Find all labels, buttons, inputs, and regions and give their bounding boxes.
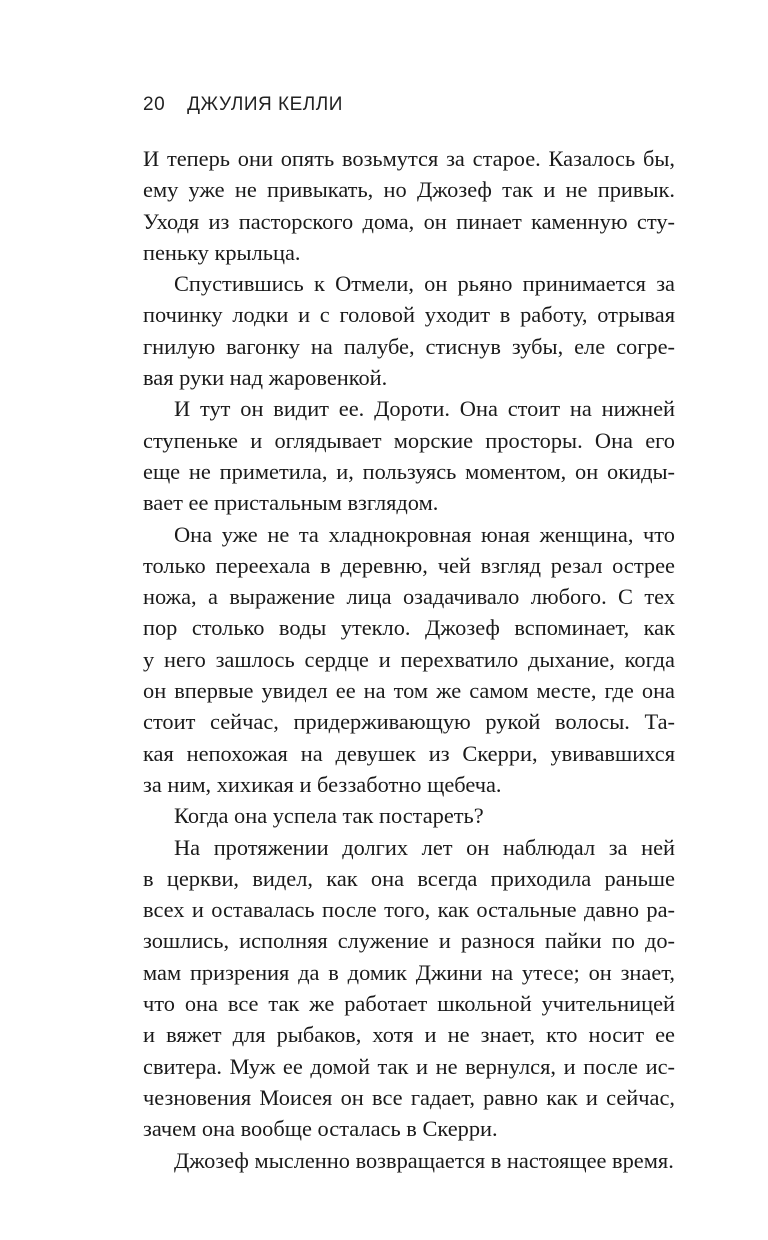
paragraph	[143, 143, 675, 268]
text-line: ему уже не привыкать, но Джозеф так и не привык.	[143, 177, 675, 203]
text-line: еще не приметила, и, пользуясь моментом, он окиды-	[143, 458, 675, 484]
text-line: у него зашлось сердце и перехватило дыхание, когда	[143, 646, 675, 672]
text-line: только переехала в деревню, чей взгляд резал острее	[143, 552, 675, 578]
paragraph	[143, 832, 675, 1145]
paragraph	[143, 268, 675, 393]
text-line: чезновения Моисея он все гадает, равно как и сейчас,	[143, 1084, 675, 1110]
text-line: в церкви, видел, как она всегда приходила раньше	[143, 865, 675, 891]
page-number: 20	[143, 94, 166, 115]
text-line: Когда она успела так постареть?	[174, 803, 484, 829]
text-line: И теперь они опять возьмутся за старое. Казалось бы,	[143, 146, 675, 171]
text-line: И тут он видит ее. Дороти. Она стоит на нижней	[174, 396, 675, 422]
text-line: кая непохожая на девушек из Скерри, увивавшихся	[143, 740, 675, 766]
body-text	[143, 143, 675, 1176]
text-line: пеньку крыльца.	[143, 239, 301, 265]
paragraph	[143, 393, 675, 518]
text-line: вая руки над жаровенкой.	[143, 365, 388, 391]
text-line: зачем она вообще осталась в Скерри.	[143, 1116, 498, 1142]
text-line: починку лодки и с головой уходит в работу, отрывая	[143, 302, 675, 328]
text-line: свитера. Муж ее домой так и не вернулся, и после ис-	[143, 1053, 675, 1079]
text-line: что она все так же работает школьной учительницей	[143, 991, 675, 1017]
text-line: зошлись, исполняя служение и разнося пайки по до-	[143, 928, 675, 954]
paragraph	[143, 800, 675, 831]
text-line: он впервые увидел ее на том же самом месте, где она	[143, 678, 675, 704]
running-head	[143, 94, 343, 116]
text-line: гнилую вагонку на палубе, стиснув зубы, еле согре-	[143, 333, 675, 359]
text-line: ступеньке и оглядывает морские просторы. Она его	[143, 427, 675, 453]
text-line: вает ее пристальным взглядом.	[143, 490, 439, 516]
text-line: стоит сейчас, придерживающую рукой волосы. Та-	[143, 709, 675, 735]
text-line: Джозеф мысленно возвращается в настоящее время.	[174, 1147, 674, 1173]
text-line: за ним, хихикая и беззаботно щебеча.	[143, 771, 502, 797]
text-line: Она уже не та хладнокровная юная женщина, что	[174, 521, 675, 547]
text-line: и вяжет для рыбаков, хотя и не знает, кто носит ее	[143, 1022, 675, 1048]
paragraph	[143, 1145, 675, 1176]
text-line: пор столько воды утекло. Джозеф вспоминает, как	[143, 615, 675, 641]
text-line: ножа, а выражение лица озадачивало любого. С тех	[143, 584, 675, 610]
text-line: всех и оставалась после того, как остальные давно ра-	[143, 897, 675, 923]
text-line: Спустившись к Отмели, он рьяно принимается за	[174, 271, 675, 297]
paragraph	[143, 519, 675, 801]
text-line: Уходя из пасторского дома, он пинает каменную сту-	[143, 208, 675, 234]
author-name: ДЖУЛИЯ КЕЛЛИ	[187, 94, 343, 115]
text-line: мам призрения да в домик Джини на утесе; он знает,	[143, 959, 675, 985]
text-line: На протяжении долгих лет он наблюдал за ней	[174, 834, 675, 860]
